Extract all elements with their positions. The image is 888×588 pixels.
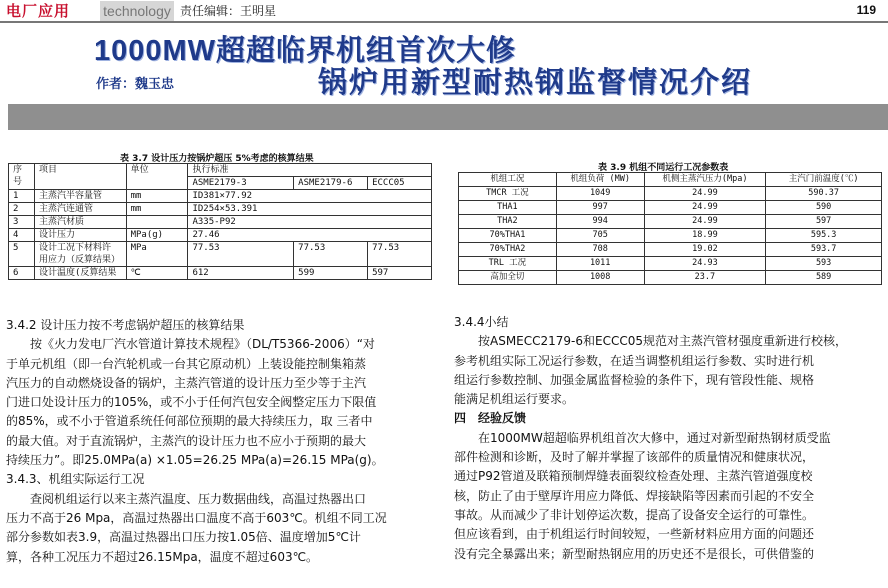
technology-label: technology (100, 1, 174, 21)
cell: 19.02 (644, 243, 766, 257)
article-title-line1: 1000MW超超临界机组首次大修 (94, 35, 517, 67)
section-heading-4: 四 经验反馈 (454, 411, 527, 426)
cell: 23.7 (644, 271, 766, 285)
table-row (459, 243, 882, 257)
cell: 70%THA1 (459, 229, 557, 243)
cell-no: 3 (9, 216, 35, 229)
cell: 589 (766, 271, 882, 285)
cell: THA1 (459, 201, 557, 215)
header-cell: 机组负荷 (MW) (556, 173, 644, 187)
table-3-7 (8, 163, 432, 280)
cell: 705 (556, 229, 644, 243)
cell-item: 设计压力 (34, 229, 126, 242)
cell: 24.99 (644, 201, 766, 215)
paragraph-line: 按ASMECC2179-6和ECCC05规范对主蒸汽管材强度重新进行校核， (454, 334, 848, 349)
paragraph-line: 能满足机组运行要求。 (454, 392, 575, 407)
cell-item: 主蒸汽半容量管 (34, 190, 126, 203)
cell: 997 (556, 201, 644, 215)
cell-unit: mm (126, 190, 188, 203)
table-row (459, 229, 882, 243)
paragraph-line: 于单元机组（即一台汽轮机或一台其它原动机）上装设能控制集箱蒸 (6, 356, 367, 371)
header-standard: 执行标准 (188, 164, 432, 177)
paragraph-line: 通过P92管道及联箱预制焊缝表面裂纹检查处理、主蒸汽管道强度校 (454, 469, 813, 484)
title-banner-bar (8, 104, 888, 130)
std-eccc05: ECCC05 (368, 177, 432, 190)
section-label: 电厂应用 (6, 2, 71, 20)
section-heading-3-4-4: 3.4.4小结 (454, 315, 509, 329)
table-header-row (459, 173, 882, 187)
cell-unit: ℃ (126, 267, 188, 280)
table-row (9, 242, 432, 267)
left-column (6, 316, 442, 567)
header-no: 序号 (9, 164, 35, 190)
cell-no: 1 (9, 190, 35, 203)
cell: 597 (766, 215, 882, 229)
paragraph-line: 按《火力发电厂汽水管道计算技术规程》（DL/T5366-2006）“对 (6, 337, 375, 352)
paragraph-line: 查阅机组运行以来主蒸汽温度、压力数据曲线，高温过热器出口 (6, 491, 367, 506)
cell: 595.3 (766, 229, 882, 243)
cell-item: 设计温度(反算结果 (34, 267, 126, 280)
table-row (9, 203, 432, 216)
header-cell: 机侧主蒸汽压力(Mpa) (644, 173, 766, 187)
cell-value: 597 (368, 267, 432, 280)
table-row (9, 216, 432, 229)
cell-item (34, 242, 126, 267)
paragraph-line: 核，防止了由于壁厚许用应力降低、焊接缺陷等因素而引起的不安全 (454, 488, 815, 503)
cell: 1049 (556, 187, 644, 201)
table-row (9, 190, 432, 203)
paragraph-line: 的最大值。对于直流锅炉，主蒸汽的设计压力也不应小于预期的最大 (6, 433, 367, 448)
std-asme-3: ASME2179-3 (188, 177, 294, 190)
table-row (459, 187, 882, 201)
paragraph-line: 组运行参数控制、加强金属监督检验的条件下，现有管段性能、规格 (454, 372, 815, 387)
section-heading-3-4-3: 3.4.3、机组实际运行工况 (6, 472, 145, 487)
table-row (459, 271, 882, 285)
cell-unit: MPa(g) (126, 229, 188, 242)
table-3-7-caption: 表 3.7 设计压力按锅炉超压 5%考虑的核算结果 (120, 154, 314, 164)
cell: 18.99 (644, 229, 766, 243)
cell: 590.37 (766, 187, 882, 201)
author-line: 作者：魏玉忠 (96, 77, 175, 92)
paragraph-line: 没有完全暴露出来；新型耐热钢应用的历史还不是很长，可供借鉴的 (454, 546, 815, 561)
cell: 593.7 (766, 243, 882, 257)
std-asme-6: ASME2179-6 (294, 177, 368, 190)
header-cell: 主汽门前温度(℃) (766, 173, 882, 187)
section-heading-3-4-2: 3.4.2 设计压力按不考虑锅炉超压的核算结果 (6, 318, 245, 332)
cell: 24.99 (644, 187, 766, 201)
cell-no: 6 (9, 267, 35, 280)
cell: TMCR 工况 (459, 187, 557, 201)
cell: 1008 (556, 271, 644, 285)
paragraph-line: 在1000MW超超临界机组首次大修中，通过对新型耐热钢材质受监 (454, 430, 831, 445)
cell: 70%THA2 (459, 243, 557, 257)
paragraph-line: 算，各种工况压力不超过26.15Mpa，温度不超过603℃。 (6, 549, 319, 564)
paragraph-line: 部件检测和诊断，及时了解并掌握了该部件的质量情况和健康状况， (454, 450, 815, 465)
cell-item-line1: 设计工况下材料许 (38, 243, 111, 253)
table-3-9-caption: 表 3.9 机组不同运行工况参数表 (598, 163, 729, 173)
cell-no: 2 (9, 203, 35, 216)
cell-value: 77.53 (294, 242, 368, 267)
header-rule (0, 21, 888, 23)
cell: 593 (766, 257, 882, 271)
paragraph-line: 汽压力的自动燃烧设备的锅炉，主蒸汽管道的设计压力至少等于主汽 (6, 375, 367, 390)
page-number: 119 (856, 3, 876, 17)
cell-no: 5 (9, 242, 35, 267)
cell: 590 (766, 201, 882, 215)
cell: 24.93 (644, 257, 766, 271)
cell: 24.99 (644, 215, 766, 229)
cell-item-line2: 用应力（反算结果） (38, 255, 120, 265)
table-row (9, 229, 432, 242)
cell-item: 主蒸汽连通管 (34, 203, 126, 216)
header-cell: 机组工况 (459, 173, 557, 187)
cell-unit: MPa (126, 242, 188, 267)
table-row (9, 267, 432, 280)
cell-value: 77.53 (188, 242, 294, 267)
table-header-row (9, 164, 432, 177)
article-title-line2: 锅炉用新型耐热钢监督情况介绍 (318, 67, 753, 99)
paragraph-line: 的85%，或不小于管道系统任何部位预期的最大持续压力，取 三者中 (6, 414, 373, 429)
cell-value: ID381×77.92 (188, 190, 432, 203)
cell: 994 (556, 215, 644, 229)
cell: TRL 工况 (459, 257, 557, 271)
editor-credit: 责任编辑：王明星 (180, 4, 277, 18)
cell-value: A335-P92 (188, 216, 432, 229)
table-3-9 (458, 172, 882, 285)
right-column (454, 313, 886, 564)
cell-value: 612 (188, 267, 294, 280)
cell: 708 (556, 243, 644, 257)
cell: 高加全切 (459, 271, 557, 285)
paragraph-line: 事故。从而减少了非计划停运次数，提高了设备安全运行的可靠性。 (454, 507, 815, 522)
cell-value: 27.46 (188, 229, 432, 242)
cell-unit: mm (126, 203, 188, 216)
cell-value: ID254×53.391 (188, 203, 432, 216)
table-row (459, 215, 882, 229)
header-unit: 单位 (126, 164, 188, 190)
cell: 1011 (556, 257, 644, 271)
table-row (459, 201, 882, 215)
cell-value: 599 (294, 267, 368, 280)
paragraph-line: 持续压力”。即25.0MPa(a) ×1.05=26.25 MPa(a)=26.15 MPa(g)。 (6, 453, 384, 468)
paragraph-line: 参考机组实际工况运行参数，在适当调整机组运行参数、实时进行机 (454, 353, 815, 368)
cell-item: 主蒸汽材质 (34, 216, 126, 229)
paragraph-line: 但应该看到，由于机组运行时间较短，一些新材料应用方面的问题还 (454, 527, 815, 542)
paragraph-line: 门进口处设计压力的105%，或不小于任何汽包安全阀整定压力下限值 (6, 395, 377, 410)
cell-unit (126, 216, 188, 229)
header-item: 项目 (34, 164, 126, 190)
table-row (459, 257, 882, 271)
paragraph-line: 压力不高于26 Mpa，高温过热器出口温度不高于603℃。机组不同工况 (6, 510, 387, 525)
cell: THA2 (459, 215, 557, 229)
paragraph-line: 部分参数如表3.9，高温过热器出口压力按1.05倍、温度增加5℃计 (6, 530, 361, 545)
cell-no: 4 (9, 229, 35, 242)
cell-value: 77.53 (368, 242, 432, 267)
